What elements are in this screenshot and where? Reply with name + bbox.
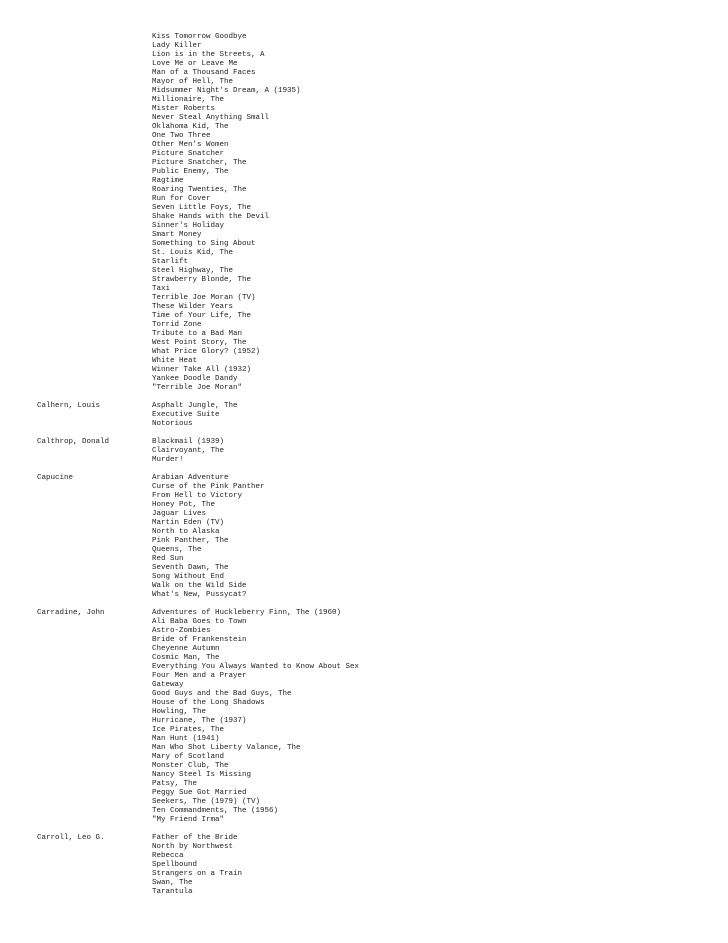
film-title: Murder! xyxy=(152,456,184,464)
film-title: Ragtime xyxy=(152,177,184,185)
film-title: Mayor of Hell, The xyxy=(152,78,234,86)
film-title: Man of a Thousand Faces xyxy=(152,69,256,77)
film-title: Lion is in the Streets, A xyxy=(152,51,265,59)
film-list xyxy=(152,438,728,465)
film-title: "Terrible Joe Moran" xyxy=(152,384,243,392)
film-title: West Point Story, The xyxy=(152,339,247,347)
film-title: One Two Three xyxy=(152,132,211,140)
film-title: Seekers, The (1979) (TV) xyxy=(152,798,261,806)
film-title: Seventh Dawn, The xyxy=(152,564,229,572)
film-title: Ali Baba Goes to Town xyxy=(152,618,247,626)
actor-name: Calhern, Louis xyxy=(37,402,101,410)
film-title: Man Who Shot Liberty Valance, The xyxy=(152,744,301,752)
film-title: Notorious xyxy=(152,420,193,428)
film-title: Nancy Steel Is Missing xyxy=(152,771,252,779)
film-title: Never Steal Anything Small xyxy=(152,114,270,122)
film-title: Run for Cover xyxy=(152,195,211,203)
film-title: Good Guys and the Bad Guys, The xyxy=(152,690,292,698)
film-title: Blackmail (1939) xyxy=(152,438,225,446)
actor-entry xyxy=(0,609,728,825)
film-list xyxy=(152,33,728,393)
film-title: Ten Commandments, The (1956) xyxy=(152,807,279,815)
film-title: Rebecca xyxy=(152,852,184,860)
film-title: Bride of Frankenstein xyxy=(152,636,247,644)
film-title: Strangers on a Train xyxy=(152,870,243,878)
film-title: Ice Pirates, The xyxy=(152,726,225,734)
film-title: Taxi xyxy=(152,285,171,293)
actor-entry xyxy=(0,438,728,465)
film-title: Curse of the Pink Panther xyxy=(152,483,265,491)
actor-name: Carradine, John xyxy=(37,609,105,617)
film-title: Millionaire, The xyxy=(152,96,225,104)
film-title: Arabian Adventure xyxy=(152,474,229,482)
film-title: Spellbound xyxy=(152,861,198,869)
film-list xyxy=(152,834,728,897)
film-title: Executive Suite xyxy=(152,411,220,419)
film-title: Roaring Twenties, The xyxy=(152,186,247,194)
film-title: House of the Long Shadows xyxy=(152,699,265,707)
film-title: Smart Money xyxy=(152,231,202,239)
film-title: Picture Snatcher xyxy=(152,150,225,158)
actor-name: Capucine xyxy=(37,474,74,482)
film-title: Starlift xyxy=(152,258,189,266)
film-title: White Heat xyxy=(152,357,198,365)
film-title: Swan, The xyxy=(152,879,193,887)
film-title: Something to Sing About xyxy=(152,240,256,248)
film-title: Cheyenne Autumn xyxy=(152,645,220,653)
film-title: Public Enemy, The xyxy=(152,168,229,176)
film-title: Martin Eden (TV) xyxy=(152,519,225,527)
film-title: North by Northwest xyxy=(152,843,234,851)
film-title: Strawberry Blonde, The xyxy=(152,276,252,284)
film-title: Oklahoma Kid, The xyxy=(152,123,229,131)
actor-entry xyxy=(0,402,728,429)
film-list xyxy=(152,474,728,600)
film-title: Love Me or Leave Me xyxy=(152,60,238,68)
film-title: What's New, Pussycat? xyxy=(152,591,247,599)
film-title: Shake Hands with the Devil xyxy=(152,213,270,221)
film-title: Walk on the Wild Side xyxy=(152,582,247,590)
film-title: Tribute to a Bad Man xyxy=(152,330,243,338)
film-title: Man Hunt (1941) xyxy=(152,735,220,743)
film-title: Midsummer Night's Dream, A (1935) xyxy=(152,87,301,95)
actor-name: Carroll, Leo G. xyxy=(37,834,105,842)
film-title: Monster Club, The xyxy=(152,762,229,770)
film-title: Kiss Tomorrow Goodbye xyxy=(152,33,247,41)
film-title: Father of the Bride xyxy=(152,834,238,842)
film-title: Hurricane, The (1937) xyxy=(152,717,247,725)
film-title: Torrid Zone xyxy=(152,321,202,329)
film-title: Red Sun xyxy=(152,555,184,563)
film-title: St. Louis Kid, The xyxy=(152,249,234,257)
film-title: Jaguar Lives xyxy=(152,510,207,518)
film-title: Tarantula xyxy=(152,888,193,896)
film-title: "My Friend Irma" xyxy=(152,816,225,824)
film-title: Mary of Scotland xyxy=(152,753,225,761)
film-title: Pink Panther, The xyxy=(152,537,229,545)
film-title: Sinner's Holiday xyxy=(152,222,225,230)
film-title: Winner Take All (1932) xyxy=(152,366,252,374)
film-list xyxy=(152,609,728,825)
actor-entry xyxy=(0,834,728,897)
film-title: Song Without End xyxy=(152,573,225,581)
film-title: Steel Highway, The xyxy=(152,267,234,275)
film-title: Mister Roberts xyxy=(152,105,216,113)
film-title: Gateway xyxy=(152,681,184,689)
film-title: Terrible Joe Moran (TV) xyxy=(152,294,256,302)
film-title: Clairvoyant, The xyxy=(152,447,225,455)
film-title: Queens, The xyxy=(152,546,202,554)
film-title: Seven Little Foys, The xyxy=(152,204,252,212)
actor-name: Calthrop, Donald xyxy=(37,438,110,446)
film-title: Four Men and a Prayer xyxy=(152,672,247,680)
film-title: Peggy Sue Got Married xyxy=(152,789,247,797)
film-title: What Price Glory? (1952) xyxy=(152,348,261,356)
filmography-document xyxy=(0,33,728,897)
film-title: Howling, The xyxy=(152,708,207,716)
film-title: Picture Snatcher, The xyxy=(152,159,247,167)
film-title: Time of Your Life, The xyxy=(152,312,252,320)
film-list xyxy=(152,402,728,429)
actor-entry xyxy=(0,33,728,393)
film-title: Adventures of Huckleberry Finn, The (1960) xyxy=(152,609,342,617)
film-title: Other Men's Women xyxy=(152,141,229,149)
film-title: These Wilder Years xyxy=(152,303,234,311)
film-title: From Hell to Victory xyxy=(152,492,243,500)
film-title: Everything You Always Wanted to Know About Sex xyxy=(152,663,360,671)
film-title: Lady Killer xyxy=(152,42,202,50)
film-title: Yankee Doodle Dandy xyxy=(152,375,238,383)
film-title: North to Alaska xyxy=(152,528,220,536)
actor-entry xyxy=(0,474,728,600)
film-title: Patsy, The xyxy=(152,780,198,788)
film-title: Honey Pot, The xyxy=(152,501,216,509)
film-title: Asphalt Jungle, The xyxy=(152,402,238,410)
film-title: Cosmic Man, The xyxy=(152,654,220,662)
film-title: Astro-Zombies xyxy=(152,627,211,635)
